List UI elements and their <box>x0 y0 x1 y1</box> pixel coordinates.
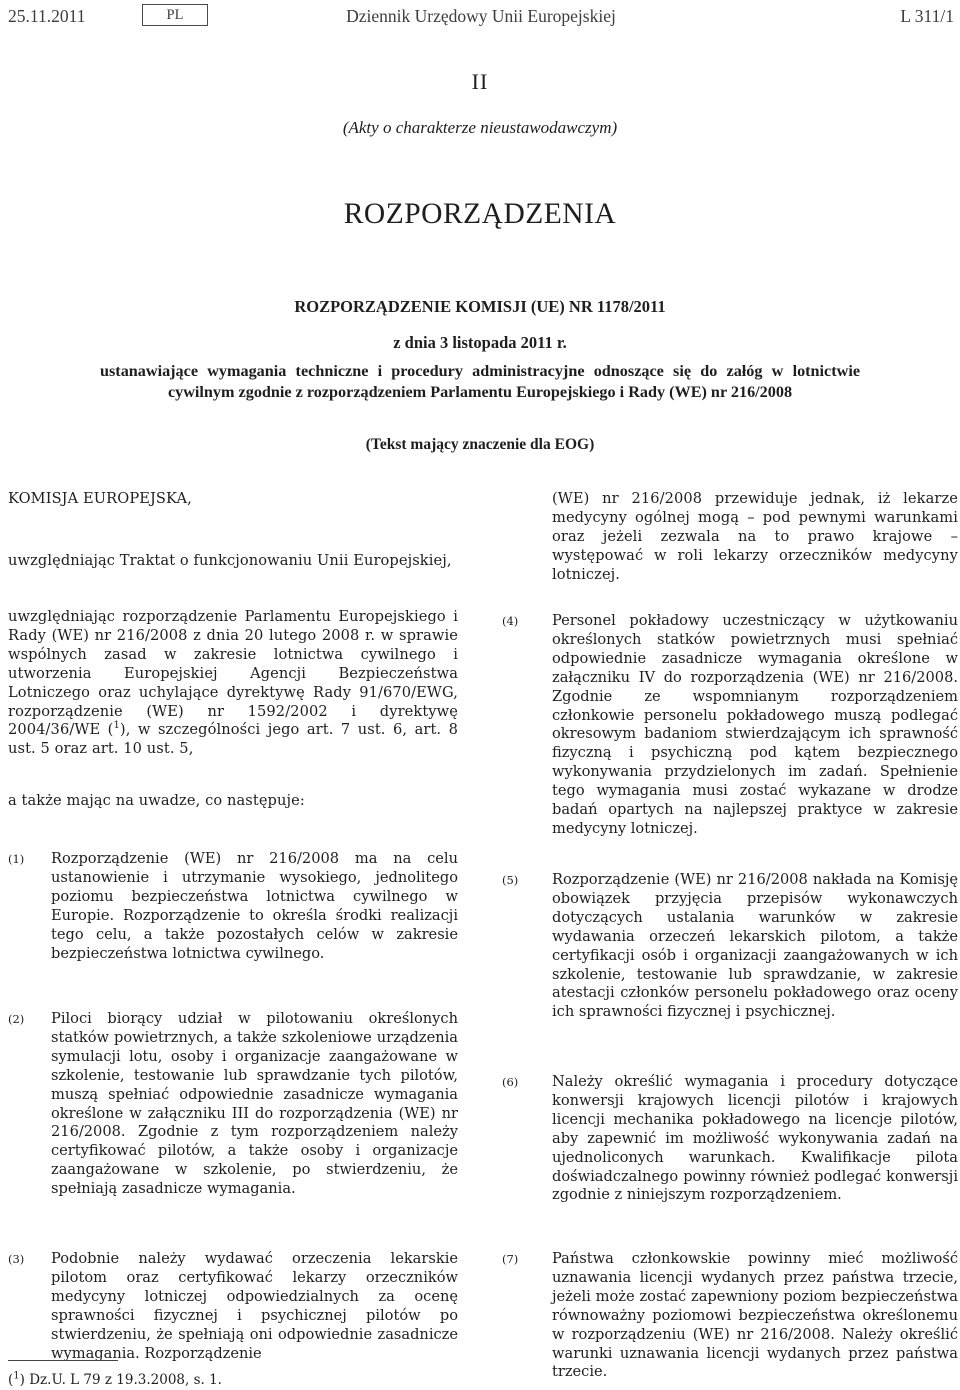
regulation-citation <box>8 608 458 759</box>
recital-6 <box>502 1073 958 1213</box>
recital-2 <box>8 1010 458 1210</box>
recital-text: Piloci biorący udział w pilotowaniu określonych statków powietrznych, a także szkoleniowe urządzenia symulacji lotu, osoby i organizacje zaangażowane w szkolenie, testowanie lub sprawdzanie tych pilotów, muszą spełniać odpowiednie zasadnicze wymagania określone w załączniku III do rozporządzenia (WE) nr 216/2008. Zgodnie z tym rozporządzeniem należy certyfikować pilotów, a także osoby i organizacje zaangażowane w szkolenie, po stwierdzeniu, że spełniają zasadnicze wymagania. <box>51 1010 458 1198</box>
regulation-citation-text-a: uwzględniając rozporządzenie Parlamentu Europejskiego i Rady (WE) nr 216/2008 z dnia 20 lutego 2008 r. w sprawie wspólnych zasad w zakresie lotnictwa cywilnego i utworzenia Europejskiej Agencji Bezpieczeństwa Lotniczego oraz uchylające dyrektywę Rady 91/670/EWG, rozporządzenie (WE) nr 1592/2002 i dyrektywę 2004/36/WE ( <box>8 608 458 739</box>
journal-title: Dziennik Urzędowy Unii Europejskiej <box>346 6 616 26</box>
language-badge: PL <box>142 4 208 26</box>
recital-number: (3) <box>8 1252 25 1266</box>
page-number: L 311/1 <box>900 6 954 26</box>
part-heading: II <box>471 69 489 94</box>
part-note: (Akty o charakterze nieustawodawczym) <box>342 118 618 137</box>
regulation-title: ROZPORZĄDZENIE KOMISJI (UE) NR 1178/2011 <box>294 297 666 316</box>
treaty-citation: uwzględniając Traktat o funkcjonowaniu Unii Europejskiej, <box>8 552 452 569</box>
regulation-description: ustanawiające wymagania techniczne i procedury administracyjne odnoszące się do załóg w lotnictwie cywilnym zgodnie z rozporządzeniem Parlamentu Europejskiego i Rady (WE) nr 216/2008 <box>100 362 860 401</box>
recital-number: (2) <box>8 1012 25 1026</box>
footnote-reference[interactable]: 1 <box>113 720 120 732</box>
recital-text: Rozporządzenie (WE) nr 216/2008 ma na celu ustanowienie i utrzymanie wysokiego, jednolitego poziomu bezpieczeństwa lotnictwa cywilnego w Europie. Rozporządzenie to określa środki realizacji tego celu, a także pozostałych celów w zakresie bezpieczeństwa lotnictwa cywilnego. <box>51 850 458 962</box>
recital-5 <box>502 871 958 1031</box>
recital-number: (4) <box>502 614 519 628</box>
footnote-marker: 1 <box>13 1370 20 1382</box>
footnote-separator <box>8 1360 118 1361</box>
eea-relevance: (Tekst mający znaczenie dla EOG) <box>365 436 595 453</box>
footnote-text: Dz.U. L 79 z 19.3.2008, s. 1. <box>29 1372 222 1388</box>
page-header <box>8 6 954 30</box>
recital-text: Personel pokładowy uczestniczący w użytkowaniu określonych statków powietrznych musi spełniać odpowiednie zasadnicze wymagania określone w załączniku IV do rozporządzenia (WE) nr 216/2008. Zgodnie ze wspomnianym rozporządzeniem członkowie personelu pokładowego muszą podlegać okresowym badaniom stwierdzającym ich sprawność fizyczną i psychiczną pod kątem bezpiecznego wykonywania przydzielonych im zadań. Spełnienie tego wymagania musi zostać wykazane w drodze badań opartych na najlepszej praktyce w zakresie medycyny lotniczej. <box>552 612 958 837</box>
footnote: ($^1$) Dz.U. L 79 z 19.3.2008, s. 1. <box>8 1370 222 1388</box>
recital-text: Państwa członkowskie powinny mieć możliwość uznawania licencji wydanych przez państwa trzecie, jeżeli może zostać zapewniony poziom bezpieczeństwa równoważny poziomowi bezpieczeństwa określonemu w rozporządzeniu (WE) nr 216/2008. Należy określić warunki uznawania licencji wydanych przez państwa trzecie. <box>552 1250 958 1381</box>
header-date: 25.11.2011 <box>8 6 86 26</box>
regulation-citation-text-b: ), w szczególności jego art. 7 ust. 6, art. 8 ust. 5 oraz art. 10 ust. 5, <box>8 721 458 758</box>
recital-7 <box>502 1250 958 1388</box>
recital-text: Rozporządzenie (WE) nr 216/2008 nakłada na Komisję obowiązek przyjęcia przepisów wykonawczych dotyczących ustalania warunków w zakresie wydawania orzeczeń lekarskich pilotom, a także certyfikacji osób i organizacji zaangażowanych w ich szkolenie, testowanie lub sprawdzanie, w zakresie atestacji członków personelu pokładowego oraz oceny ich sprawności fizycznej i psychicznej. <box>552 871 958 1021</box>
recital-number: (1) <box>8 852 25 866</box>
recital-3 <box>8 1250 458 1362</box>
recital-number: (6) <box>502 1075 519 1089</box>
commission-line: KOMISJA EUROPEJSKA, <box>8 490 192 507</box>
recital-number: (7) <box>502 1252 519 1266</box>
recital-4 <box>502 612 958 837</box>
recital-number: (5) <box>502 873 519 887</box>
whereas-intro: a także mając na uwadze, co następuje: <box>8 792 305 809</box>
section-title: ROZPORZĄDZENIA <box>343 198 617 230</box>
recital-text: Należy określić wymagania i procedury dotyczące konwersji krajowych licencji pilotów i krajowych licencji mechanika pokładowego na licencje pilotów, aby zapewnić im możliwość wykonywania zadań na ujednoliconych warunkach. Kwalifikacje pilota doświadczalnego powinny również podlegać konwersji zgodnie z niniejszym rozporządzeniem. <box>552 1073 958 1204</box>
recital-1 <box>8 850 458 970</box>
recital-text: Podobnie należy wydawać orzeczenia lekarskie pilotom oraz certyfikować lekarzy orzeczników medycyny lotniczej odpowiedzialnych za ocenę sprawności fizycznej i psychicznej pilotów po stwierdzeniu, że spełniają oni odpowiednie zasadnicze wymagania. Rozporządzenie <box>51 1250 458 1362</box>
regulation-date: z dnia 3 listopada 2011 r. <box>393 333 567 352</box>
recital-continuation: (WE) nr 216/2008 przewiduje jednak, iż lekarze medycyny ogólnej mogą – pod pewnymi warunkami oraz jeżeli zezwala na to prawo krajowe – występować w roli lekarzy orzeczników medycyny lotniczej. <box>552 490 958 583</box>
